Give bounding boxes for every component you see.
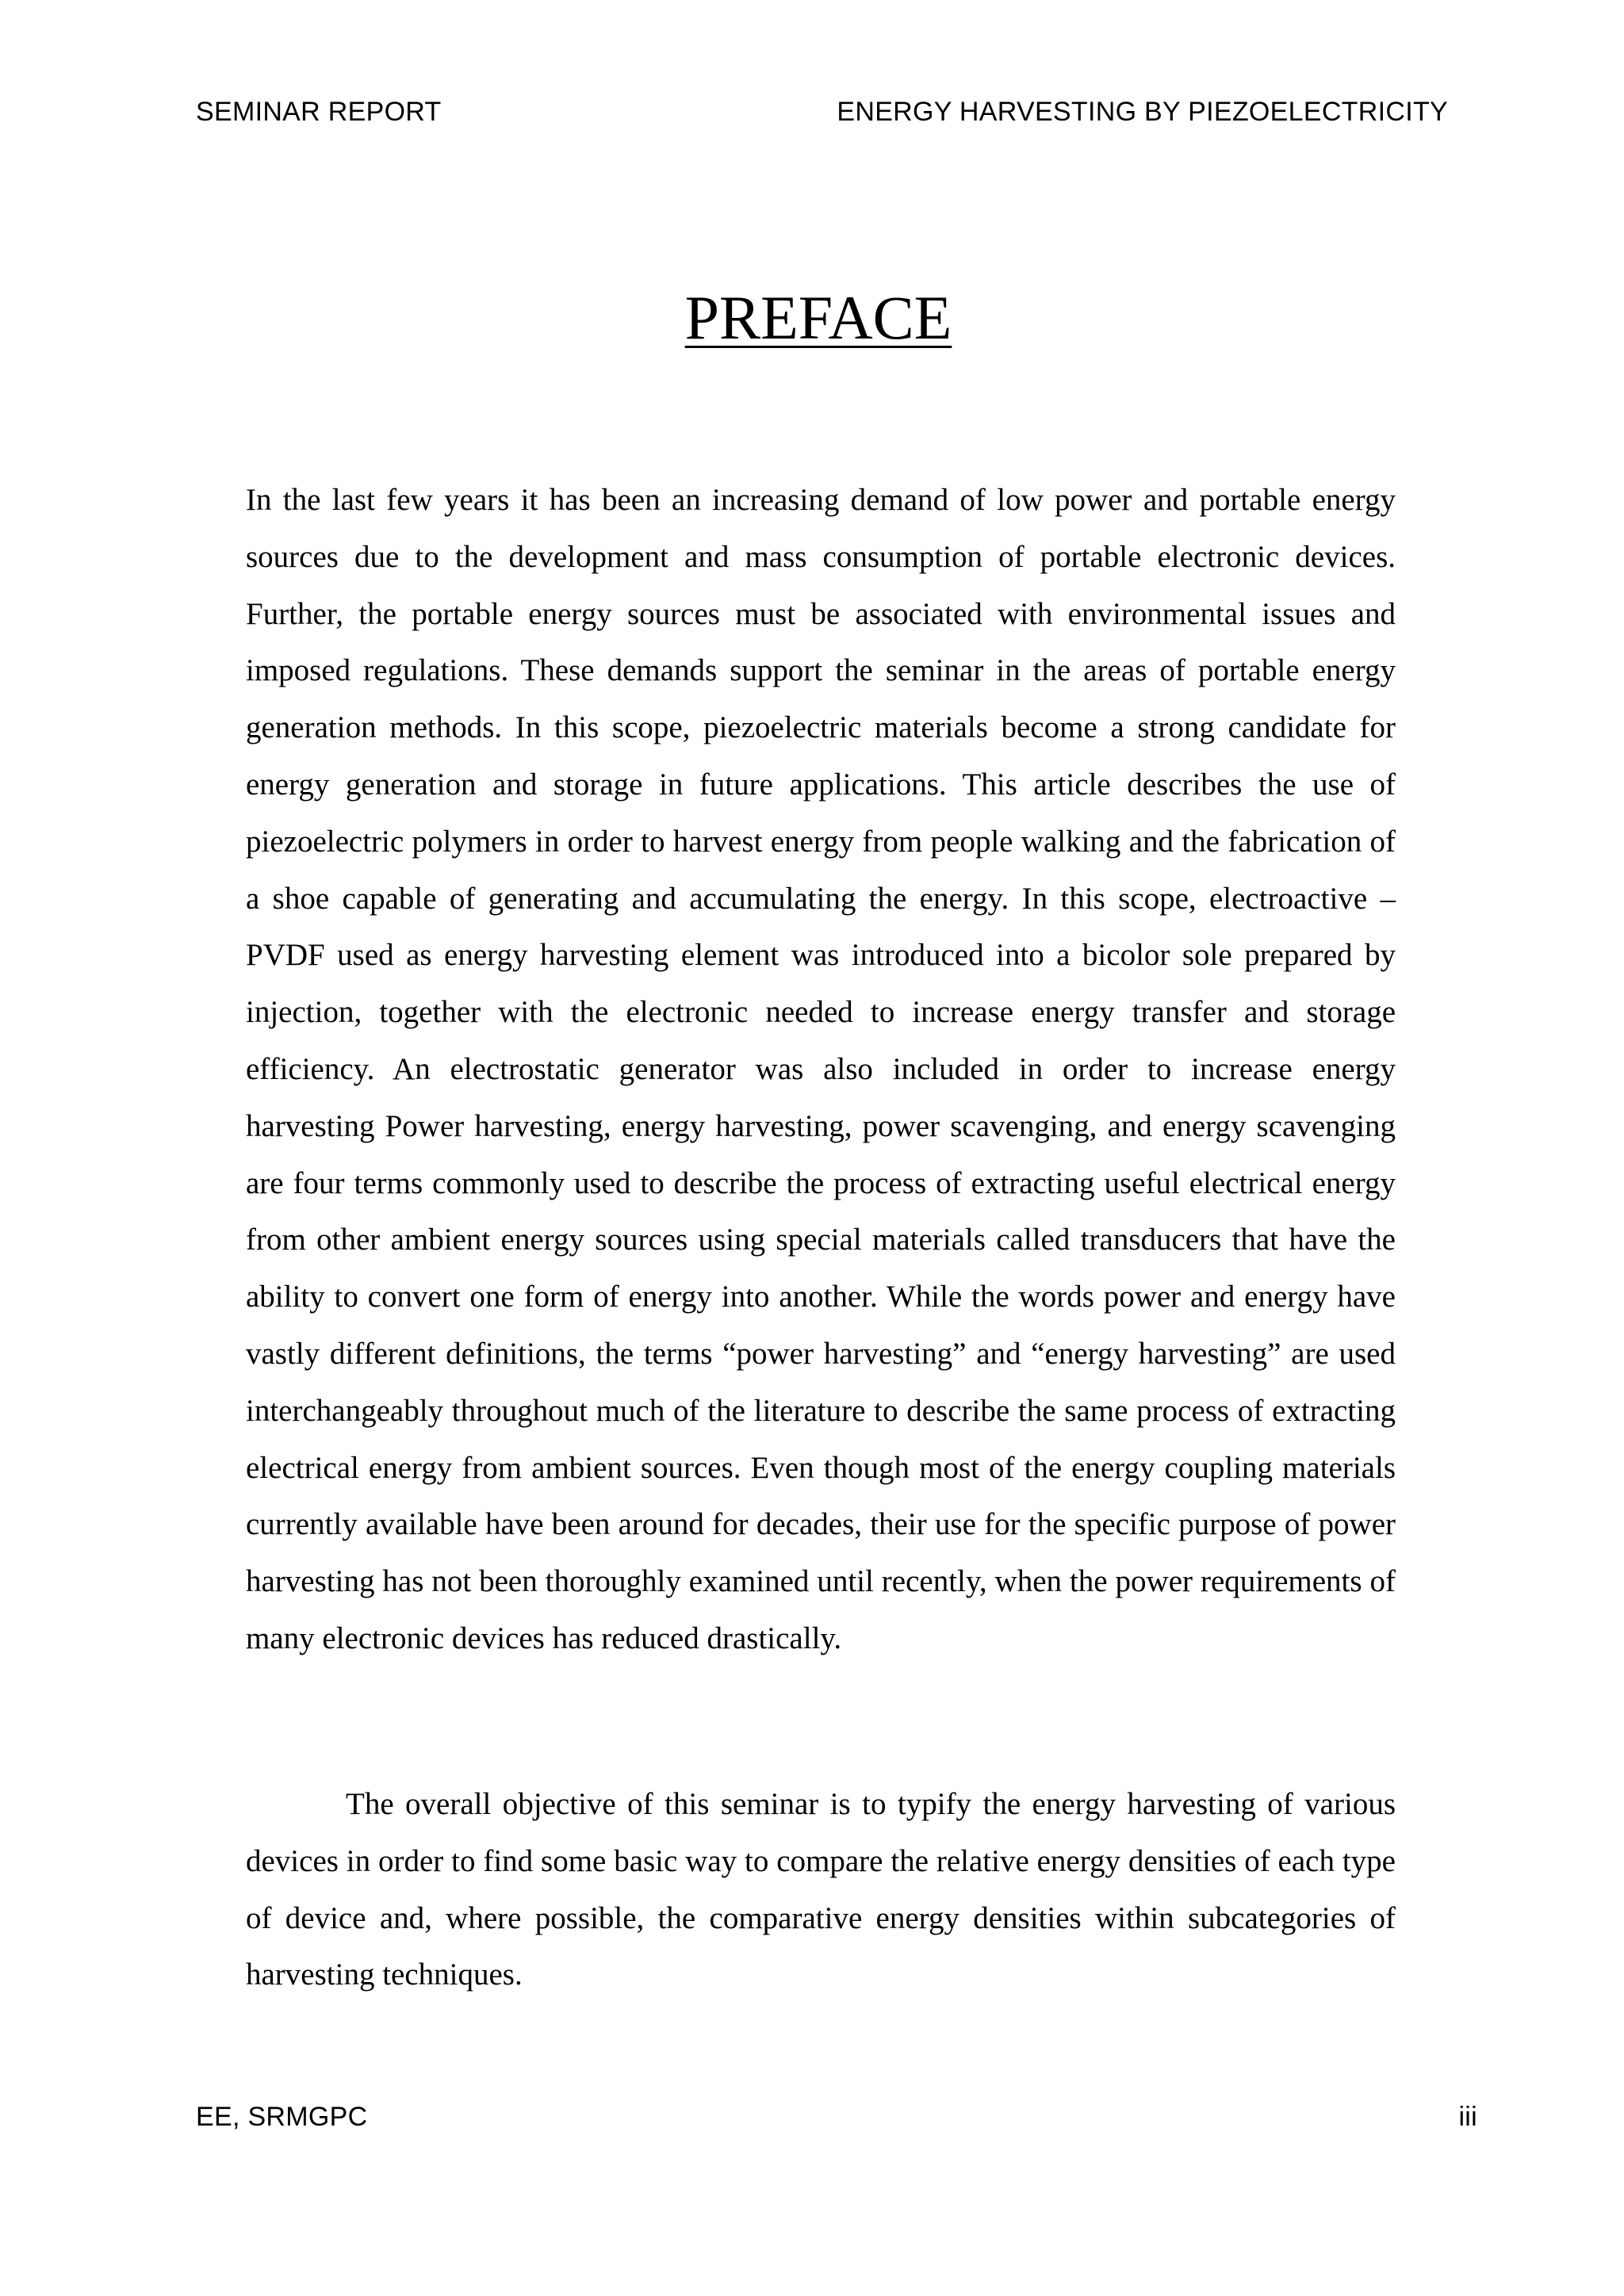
page-number: iii: [1458, 2102, 1477, 2132]
page-title: [0, 283, 1624, 352]
header-left-text: SEMINAR REPORT: [196, 97, 442, 127]
preface-paragraph-2: The overall objective of this seminar is to typify the energy harvesting of various devices in order to find some basic way to compare the relative energy densities of each type of device and, where possible, the comparative energy densities within subcategories of harvesting techniques.: [246, 1787, 1396, 1992]
page-title-text: PREFACE: [684, 283, 952, 352]
preface-paragraph-1: In the last few years it has been an increasing demand of low power and portable energy sources due to the development and mass consumption of portable electronic devices. Further, the portable energy sources must be associated with environmental issues and imposed regulations. These demands support the seminar in the areas of portable energy generation methods. In this scope, piezoelectric materials become a strong candidate for energy generation and storage in future applications. This article describes the use of piezoelectric polymers in order to harvest energy from people walking and the fabrication of a shoe capable of generating and accumulating the energy. In this scope, electroactive –PVDF used as energy harvesting element was introduced into a bicolor sole prepared by injection, together with the electronic needed to increase energy transfer and storage efficiency. An electrostatic generator was also included in order to increase energy harvesting Power harvesting, energy harvesting, power scavenging, and energy scavenging are four terms commonly used to describe the process of extracting useful electrical energy from other ambient energy sources using special materials called transducers that have the ability to convert one form of energy into another. While the words power and energy have vastly different definitions, the terms “power harvesting” and “energy harvesting” are used interchangeably throughout much of the literature to describe the same process of extracting electrical energy from ambient sources. Even though most of the energy coupling materials currently available have been around for decades, their use for the specific purpose of power harvesting has not been thoroughly examined until recently, when the power requirements of many electronic devices has reduced drastically.: [246, 483, 1396, 1655]
footer-left-text: EE, SRMGPC: [196, 2102, 368, 2132]
header-right-text: ENERGY HARVESTING BY PIEZOELECTRICITY: [837, 97, 1448, 127]
